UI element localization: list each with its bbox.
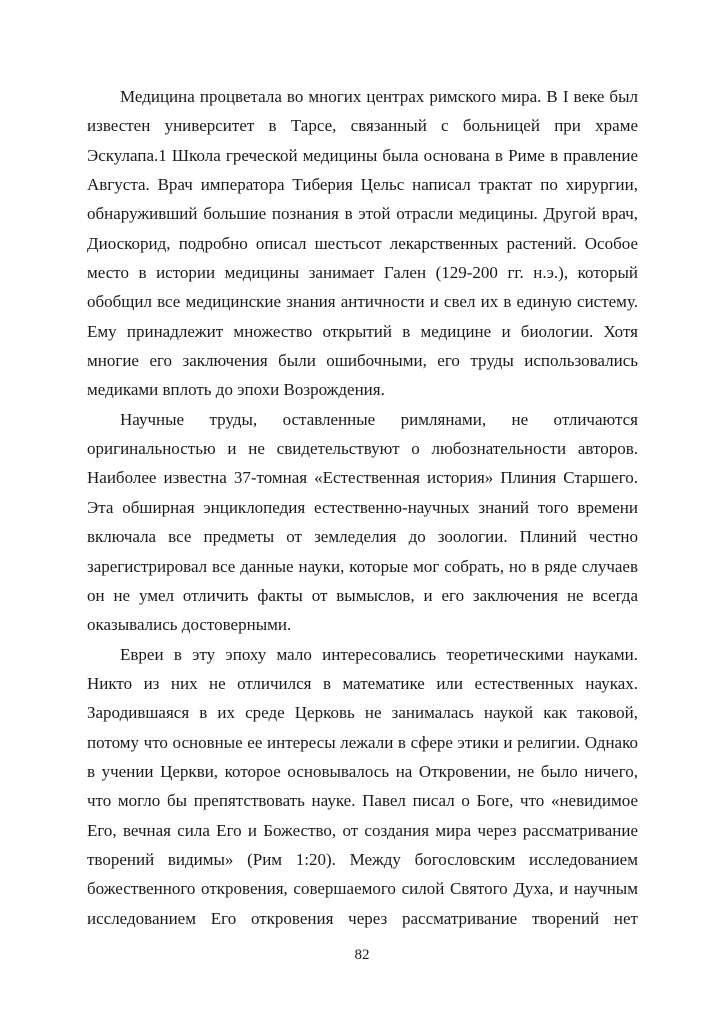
text-line: Медицина процветала во многих центрах римского мира. В I веке был — [120, 87, 638, 106]
page-number: 82 — [354, 947, 370, 963]
text-line: включала все предметы от земледелия до зоологии. Плиний честно — [87, 527, 638, 547]
text-line: Его, вечная сила Его и Божество, от создания мира через рассматривание — [87, 820, 638, 840]
text-line: оказывались достоверными. — [87, 615, 292, 635]
text-line: Диоскорид, подробно описал шестьсот лекарственных растений. Особое — [87, 233, 638, 253]
text-line: место в истории медицины занимает Гален (129-200 гг. н.э.), который — [87, 263, 638, 283]
text-line: Эскулапа.1 Школа греческой медицины была основана в Риме в правление — [87, 145, 638, 165]
text-line: что могло бы препятствовать науке. Павел писал о Боге, что «невидимое — [87, 791, 638, 811]
text-line: обобщил все медицинские знания античности и свел их в единую систему. — [87, 292, 638, 312]
body-text — [87, 82, 638, 933]
text-line: он не умел отличить факты от вымыслов, и его заключения не всегда — [87, 585, 638, 605]
text-line: Научные труды, оставленные римлянами, не отличаются — [120, 409, 638, 429]
paragraph — [87, 640, 638, 933]
text-line: Зародившаяся в их среде Церковь не занималась наукой как таковой, — [87, 703, 638, 723]
text-line: божественного откровения, совершаемого силой Святого Духа, и научным — [87, 879, 638, 899]
text-line: Эта обширная энциклопедия естественно-научных знаний того времени — [87, 497, 638, 517]
paragraph — [87, 405, 638, 640]
text-line: Августа. Врач императора Тиберия Цельс написал трактат по хирургии, — [87, 175, 638, 195]
text-line: известен университет в Тарсе, связанный с больницей при храме — [87, 116, 638, 136]
text-line: Ему принадлежит множество открытий в медицине и биологии. Хотя — [87, 321, 638, 341]
text-line: Наиболее известна 37-томная «Естественная история» Плиния Старшего. — [87, 468, 638, 488]
text-line: обнаруживший большие познания в этой отрасли медицины. Другой врач, — [87, 204, 638, 224]
text-line: творений видимы» (Рим 1:20). Между богословским исследованием — [87, 849, 638, 869]
text-line: медиками вплоть до эпохи Возрождения. — [87, 380, 385, 400]
text-line: в учении Церкви, которое основывалось на Откровении, не было ничего, — [87, 761, 638, 781]
text-line: потому что основные ее интересы лежали в сфере этики и религии. Однако — [87, 732, 638, 752]
paragraph — [87, 82, 638, 405]
text-line: оригинальностью и не свидетельствуют о любознательности авторов. — [87, 439, 638, 459]
text-line: Никто из них не отличился в математике или естественных науках. — [87, 673, 638, 693]
text-line: Евреи в эту эпоху мало интересовались теоретическими науками. — [120, 644, 638, 664]
text-line: исследованием Его откровения через рассматривание творений нет — [87, 908, 638, 928]
text-line: многие его заключения были ошибочными, его труды использовались — [87, 351, 638, 371]
text-line: зарегистрировал все данные науки, которые мог собрать, но в ряде случаев — [87, 556, 638, 576]
